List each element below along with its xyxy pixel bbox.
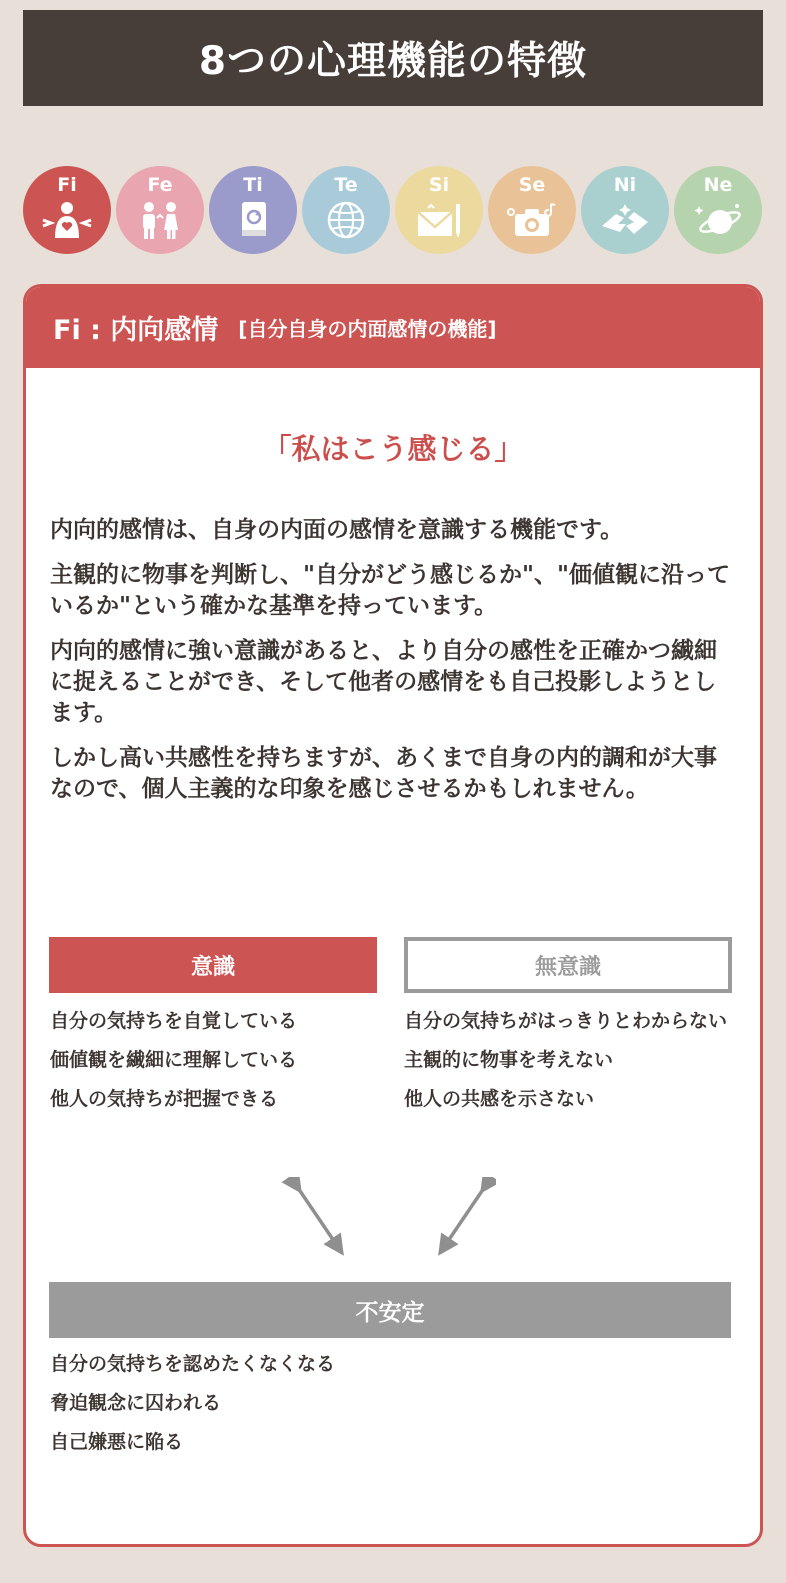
two-people-icon [133, 200, 187, 240]
list-item: 他人の気持ちが把握できる [50, 1088, 279, 1110]
tab-ni[interactable] [581, 166, 669, 254]
tab-si-label: Si [428, 174, 450, 196]
page-header [23, 10, 763, 106]
conscious-list [50, 1008, 380, 1125]
double-arrow-icon [296, 1185, 338, 1247]
card-header [26, 287, 760, 368]
description-paragraph: 主観的に物事を判断し、"自分がどう感じるか"、"価値観に沿っているか"という確かな基準を持っています。 [50, 562, 730, 619]
tab-fi-label: Fi [57, 174, 77, 196]
letter-pen-icon [412, 200, 466, 240]
camera-music-icon [505, 200, 559, 240]
tab-ne[interactable] [674, 166, 762, 254]
list-item: 主観的に物事を考えない [404, 1049, 614, 1071]
list-item: 自分の気持ちを自覚している [50, 1010, 298, 1032]
heart-person-icon [40, 200, 94, 240]
description-paragraph: 内向的感情に強い意識があると、より自分の感性を正確かつ繊細に捉えることができ、そして他者の感情をも自己投影しようとします。 [50, 638, 717, 726]
tab-ti[interactable] [209, 166, 297, 254]
tab-te-label: Te [334, 174, 358, 196]
planet-stars-icon [691, 200, 745, 240]
tab-ni-label: Ni [613, 174, 637, 196]
unconscious-list [404, 1008, 734, 1125]
book-cycle-icon [226, 200, 280, 240]
tab-ti-label: Ti [243, 174, 263, 196]
unconscious-label: 無意識 [534, 954, 601, 980]
function-tab-bar [23, 166, 763, 254]
tab-fe-label: Fe [147, 174, 173, 196]
conscious-label: 意識 [190, 954, 235, 980]
description-paragraph: 内向的感情は、自身の内面の感情を意識する機能です。 [50, 517, 624, 543]
tab-si[interactable] [395, 166, 483, 254]
list-item: 自分の気持ちを認めたくなくなる [50, 1353, 336, 1375]
unstable-heading [49, 1282, 731, 1338]
tab-se-label: Se [518, 174, 546, 196]
description-paragraph: しかし高い共感性を持ちますが、あくまで自身の内的調和が大事なので、個人主義的な印象を感じさせるかもしれません。 [50, 745, 717, 802]
list-item: 自分の気持ちがはっきりとわからない [404, 1010, 728, 1032]
description [50, 515, 736, 819]
card-subtitle: [自分自身の内面感情の機能] [238, 317, 497, 341]
page-title: 8つの心理機能の特徴 [198, 39, 588, 84]
function-card [23, 284, 763, 1547]
list-item: 脅迫観念に囚われる [50, 1392, 222, 1414]
list-item: 自己嫌悪に陥る [50, 1431, 184, 1453]
globe-icon [319, 200, 373, 240]
unstable-label: 不安定 [355, 1299, 425, 1326]
card-title: Fi : 内向感情 [53, 315, 219, 346]
tab-te[interactable] [302, 166, 390, 254]
list-item: 他人の共感を示さない [404, 1088, 595, 1110]
double-arrow-icon [444, 1185, 486, 1247]
unstable-list [50, 1351, 650, 1468]
tab-ne-label: Ne [703, 174, 733, 196]
function-quote: 「私はこう感じる」 [262, 432, 524, 466]
double-arrow-icons [276, 1177, 496, 1257]
tab-se[interactable] [488, 166, 576, 254]
unconscious-heading [404, 937, 732, 993]
conscious-heading [49, 937, 377, 993]
tab-fi[interactable] [23, 166, 111, 254]
hands-sparkle-icon [598, 200, 652, 240]
list-item: 価値観を繊細に理解している [50, 1049, 298, 1071]
tab-fe[interactable] [116, 166, 204, 254]
